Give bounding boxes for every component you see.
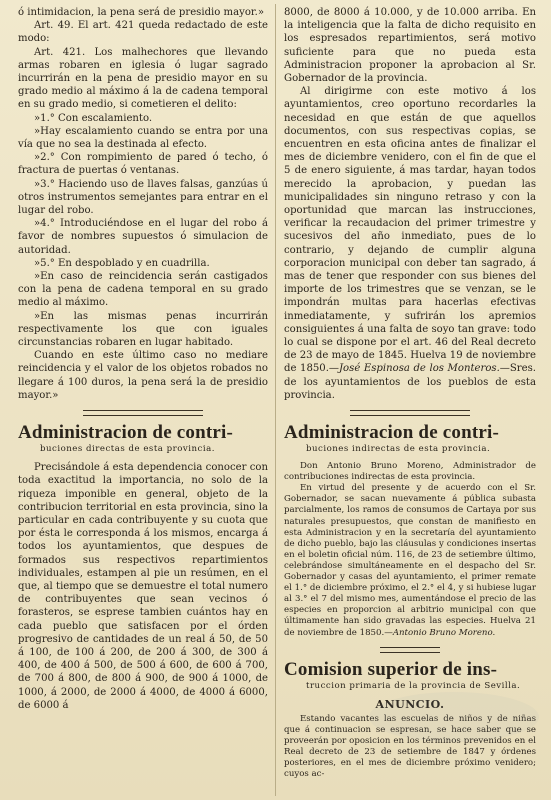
section-heading-commission: Comision superior de ins- <box>284 658 498 680</box>
left-paragraph-5: Precisándole á esta dependencia conocer con toda exactitud la importancia, no solo de la riqueza imponible en general, objeto de la contribucion territorial en esta provincia, sino la particular en cada contribuyente y su cuota que por ésta le corresponda á los mismos, encarga á todos los ayuntamientos, que despues de formados sus respectivos repartimientos individuales, estampen al pie un resúmen, en el que, al tiempo que se demuestre el total numero de contribuyentes que sean vecinos ó forasteros, se esprese tambien cuántos hay en cada pueblo que satisfacen por el órden progresivo de cantidades de un real á 50, de 50 á 100, de 100 á 200, de 200 á 300, de 300 á 400, de 400 á 500, de 500 á 600, de 600 á 700, de 700 á 800, de 800 á 900, de 900 á 1000, de 1000, á 2000, de 2000 á 4000, de 4000 á 6000, de 6000 á <box>18 462 268 711</box>
section-subheading: buciones directas de esta provincia. <box>40 444 215 455</box>
right-paragraph-4: En virtud del presente y de acuerdo con el Sr. Gobernador, se sacan nuevamente á pública subasta parcialmente, los ramos de consumos de Cartaya por sus naturales presupuestos, que constan de manifiesto en esta Administracion y en la secretaría del ayuntamiento de dicho pueblo, bajo las cláusulas y condiciones insertas en el boletin oficial núm. 116, de 23 de setiembre último, celebrándose simultáneamente en el despacho del Sr. Gobernador y casas del ayuntamiento, el primer remate el 1.° de diciembre próximo, el 2.° el 4, y si hubiese lugar al 3.° el 7 del mismo mes, aumentándose el precio de las especies en proporcion al arbitrio municipal con que últimamente han sido gravadas las especies. Huelva 21 de noviembre de 1850.—Antonio Bruno Moreno. <box>284 483 536 638</box>
section-heading-direct-taxes: Administracion de contri- <box>18 422 234 444</box>
list-item: »2.° Con rompimiento de pared ó techo, ó fractura de puertas ó ventanas. <box>18 152 268 177</box>
list-item: »5.° En despoblado y en cuadrilla. <box>34 257 210 269</box>
announcement-title: ANUNCIO. <box>375 697 445 711</box>
left-paragraph-1: ó intimidacion, la pena será de presidio mayor.» <box>18 7 265 18</box>
signature: Antonio Bruno Moreno. <box>392 627 496 638</box>
right-paragraph-2: Al dirigirme con este motivo á los ayuntamientos, creo oportuno recordarles la necesidad en que están de que aquellos documentos, con sus respectivas copias, se encuentren en esta oficina antes de finalizar el mes de diciembre venidero, con el fin de que el 5 de enero siguiente, á mas tardar, hayan todos merecido la aprobacion, y puedan las municipalidades sin ninguno retraso y con la oportunidad que marcan las instrucciones, verificar la recaudacion del primer trimestre y sucesivos del año inmediato, pues de lo contrario, y dejando de cumplir alguna corporacion municipal con deber tan sagrado, á mas de tener que responder con sus bienes del importe de los trimestres que se venzan, se le impondrán multas para hacerlas efectivas inmediatamente, y sufrirán los apremios consiguientes á una falta de soyo tan grave: todo lo cual se dispone por el art. 46 del Real decreto de 23 de mayo de 1845. Huelva 19 de noviembre de 1850.—José Espinosa de los Monteros.—Sres. de los ayuntamientos de los pueblos de esta provincia. <box>284 86 536 401</box>
column-divider <box>275 4 276 796</box>
list-item: »Hay escalamiento cuando se entra por una vía que no sea la destinada al efecto. <box>18 125 268 151</box>
list-item: »1.° Con escalamiento. <box>34 112 153 124</box>
right-paragraph-5: Estando vacantes las escuelas de niños y de niñas que á continuacion se espresan, se hace saber que se proveerán por oposicion en los términos prevenidos en el Real decreto de 23 de setiembre de 1847 y órdenes posteriores, en el mes de diciembre próximo venidero; cuyos ac- <box>284 713 536 780</box>
ornamental-rule <box>18 408 268 418</box>
section-subheading: truccion primaria de la provincia de Sevilla. <box>306 680 521 691</box>
left-paragraph-2: Art. 49. El art. 421 queda redactado de este modo: <box>18 20 268 45</box>
left-column <box>18 6 268 712</box>
section-subheading: buciones indirectas de esta provincia. <box>306 444 491 455</box>
notice-body <box>284 461 536 639</box>
right-column <box>284 6 536 780</box>
watermark-stain <box>369 692 539 742</box>
ornamental-rule <box>284 645 536 655</box>
left-paragraph-3: Art. 421. Los malhechores que llevando armas robaren en iglesia ó lugar sagrado incurrirán en la pena de presidio mayor en su grado medio al máximo á la de cadena temporal en su grado medio, si cometieren el delito: <box>18 46 268 111</box>
ornamental-rule <box>284 408 536 418</box>
signature: José Espinosa de los Monteros. <box>339 363 500 375</box>
list-item: »En caso de reincidencia serán castigados con la pena de cadena temporal en su grado medio al máximo. <box>18 271 268 309</box>
section-heading-indirect-taxes: Administracion de contri- <box>284 422 500 444</box>
right-paragraph-1: 8000, de 8000 á 10.000, y de 10.000 arriba. En la inteligencia que la falta de dicho requisito en los espresados repartimientos, será motivo suficiente para que no pueda esta Administracion proponer la aprobacion al Sr. Gobernador de la provincia. <box>284 7 536 85</box>
list-item: »4.° Introduciéndose en el lugar del robo á favor de nombres supuestos ó simulacion de autoridad. <box>18 218 268 256</box>
list-item: »En las mismas penas incurrirán respectivamente los que con iguales circunstancias robaren en lugar habitado. <box>18 310 268 349</box>
right-paragraph-3: Don Antonio Bruno Moreno, Administrador de contribuciones indirectas de esta provincia. <box>284 461 536 483</box>
list-item: »3.° Haciendo uso de llaves falsas, ganzúas ú otros instrumentos semejantes para entrar en el lugar del robo. <box>18 178 268 217</box>
left-paragraph-4: Cuando en este último caso no mediare reincidencia y el valor de los objetos robados no llegare á 100 duros, la pena será la de presidio mayor.» <box>18 350 268 401</box>
